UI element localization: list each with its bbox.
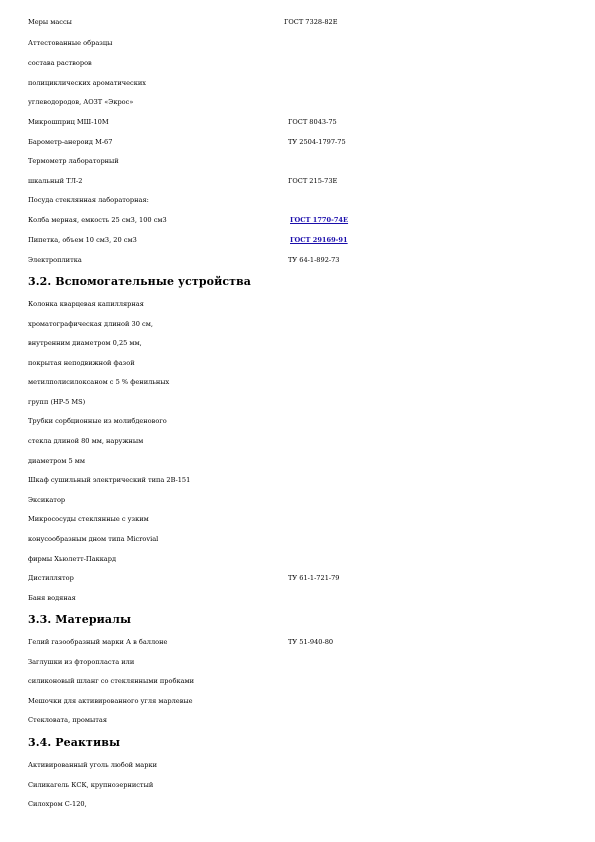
standard-ref: ГОСТ 215-73Е (288, 177, 338, 185)
standard-ref: ГОСТ 8043-75 (288, 118, 337, 126)
item-text: хроматографическая длиной 30 см, (28, 320, 153, 328)
list-item (28, 214, 565, 226)
item-text: Колба мерная, емкость 25 см3, 100 см3 (28, 216, 167, 224)
section-heading-3-2: 3.2. Вспомогательные устройства (28, 275, 252, 288)
list-item (28, 234, 565, 246)
item-text: Стекловата, промытая (28, 716, 107, 724)
item-text: шкальный ТЛ-2 (28, 177, 83, 185)
list-item (28, 376, 565, 388)
item-text: Силикагель КСК, крупнозернистый (28, 781, 154, 789)
item-text: Термометр лабораторный (28, 157, 119, 165)
item-text: Пипетка, объем 10 см3, 20 см3 (28, 236, 137, 244)
section-heading-3-3: 3.3. Материалы (28, 613, 132, 626)
item-text: силиконовый шланг со стеклянными пробками (28, 677, 195, 685)
item-text: Эксикатор (28, 496, 66, 504)
standard-ref: ТУ 2504-1797-75 (288, 138, 346, 146)
list-item (28, 298, 565, 310)
list-item (28, 57, 565, 69)
list-item (28, 136, 565, 148)
list-item (28, 714, 565, 726)
standard-link[interactable]: ГОСТ 1770-74Е (290, 216, 349, 224)
list-item (28, 175, 565, 187)
item-text: внутренним диаметром 0,25 мм, (28, 339, 142, 347)
standard-ref: ТУ 51-940-80 (288, 638, 334, 646)
list-item (28, 435, 565, 447)
item-text: Мешочки для активированного угля марлевые (28, 697, 193, 705)
list-item (28, 695, 565, 707)
list-item (28, 194, 565, 206)
item-text: Меры массы (28, 18, 72, 26)
item-text: Шкаф сушильный электрический типа 2В-151 (28, 476, 191, 484)
standard-link[interactable]: ГОСТ 29169-91 (290, 236, 348, 244)
list-item (28, 396, 565, 408)
item-text: Трубки сорбционные из молибденового (28, 417, 167, 425)
list-item (28, 553, 565, 565)
list-item (28, 337, 565, 349)
section-heading-3-4: 3.4. Реактивы (28, 736, 121, 749)
item-text: Заглушки из фторопласта или (28, 658, 135, 666)
list-item (28, 254, 565, 266)
list-item (28, 77, 565, 89)
standard-ref: ГОСТ 7328-82Е (284, 18, 338, 26)
item-text: Микрошприц МШ-10М (28, 118, 109, 126)
item-text: покрытая неподвижной фазой (28, 359, 135, 367)
item-text: метилполисилоксаном с 5 % фенильных (28, 378, 170, 386)
list-item (28, 636, 565, 648)
list-item (28, 572, 565, 584)
list-item (28, 675, 565, 687)
item-text: Активированный уголь любой марки (28, 761, 157, 769)
list-item (28, 116, 565, 128)
list-item (28, 357, 565, 369)
item-text: конусообразным дном типа Microvial (28, 535, 159, 543)
list-item (28, 592, 565, 604)
list-item (28, 37, 565, 49)
item-text: состава растворов (28, 59, 92, 67)
item-text: фирмы Хьюлетт-Паккард (28, 555, 117, 563)
item-text: диаметром 5 мм (28, 457, 86, 465)
list-item (28, 16, 565, 28)
list-item (28, 494, 565, 506)
item-text: Гелий газообразный марки А в баллоне (28, 638, 168, 646)
list-item (28, 155, 565, 167)
item-text: Дистиллятор (28, 574, 74, 582)
item-text: полициклических ароматических (28, 79, 146, 87)
list-item (28, 415, 565, 427)
list-item (28, 474, 565, 486)
item-text: Барометр-анероид М-67 (28, 138, 113, 146)
item-text: Электроплитка (28, 256, 82, 264)
list-item (28, 656, 565, 668)
item-text: Силохром С-120, (28, 800, 87, 808)
item-text: Аттестованные образцы (28, 39, 113, 47)
list-item (28, 779, 565, 791)
list-item (28, 455, 565, 467)
item-text: Баня водяная (28, 594, 76, 602)
item-text: Посуда стеклянная лабораторная: (28, 196, 149, 204)
item-text: Колонка кварцевая капиллярная (28, 300, 144, 308)
list-item (28, 533, 565, 545)
item-text: Микрососуды стеклянные с узким (28, 515, 149, 523)
list-item (28, 513, 565, 525)
item-text: стекла длиной 80 мм, наружным (28, 437, 144, 445)
item-text: групп (HP-5 MS) (28, 398, 86, 406)
standard-ref: ТУ 64-1-892-73 (288, 256, 340, 264)
list-item (28, 96, 565, 108)
list-item (28, 798, 565, 810)
list-item (28, 759, 565, 771)
item-text: углеводородов, АОЗТ «Экрос» (28, 98, 134, 106)
standard-ref: ТУ 61-1-721-79 (288, 574, 340, 582)
list-item (28, 318, 565, 330)
